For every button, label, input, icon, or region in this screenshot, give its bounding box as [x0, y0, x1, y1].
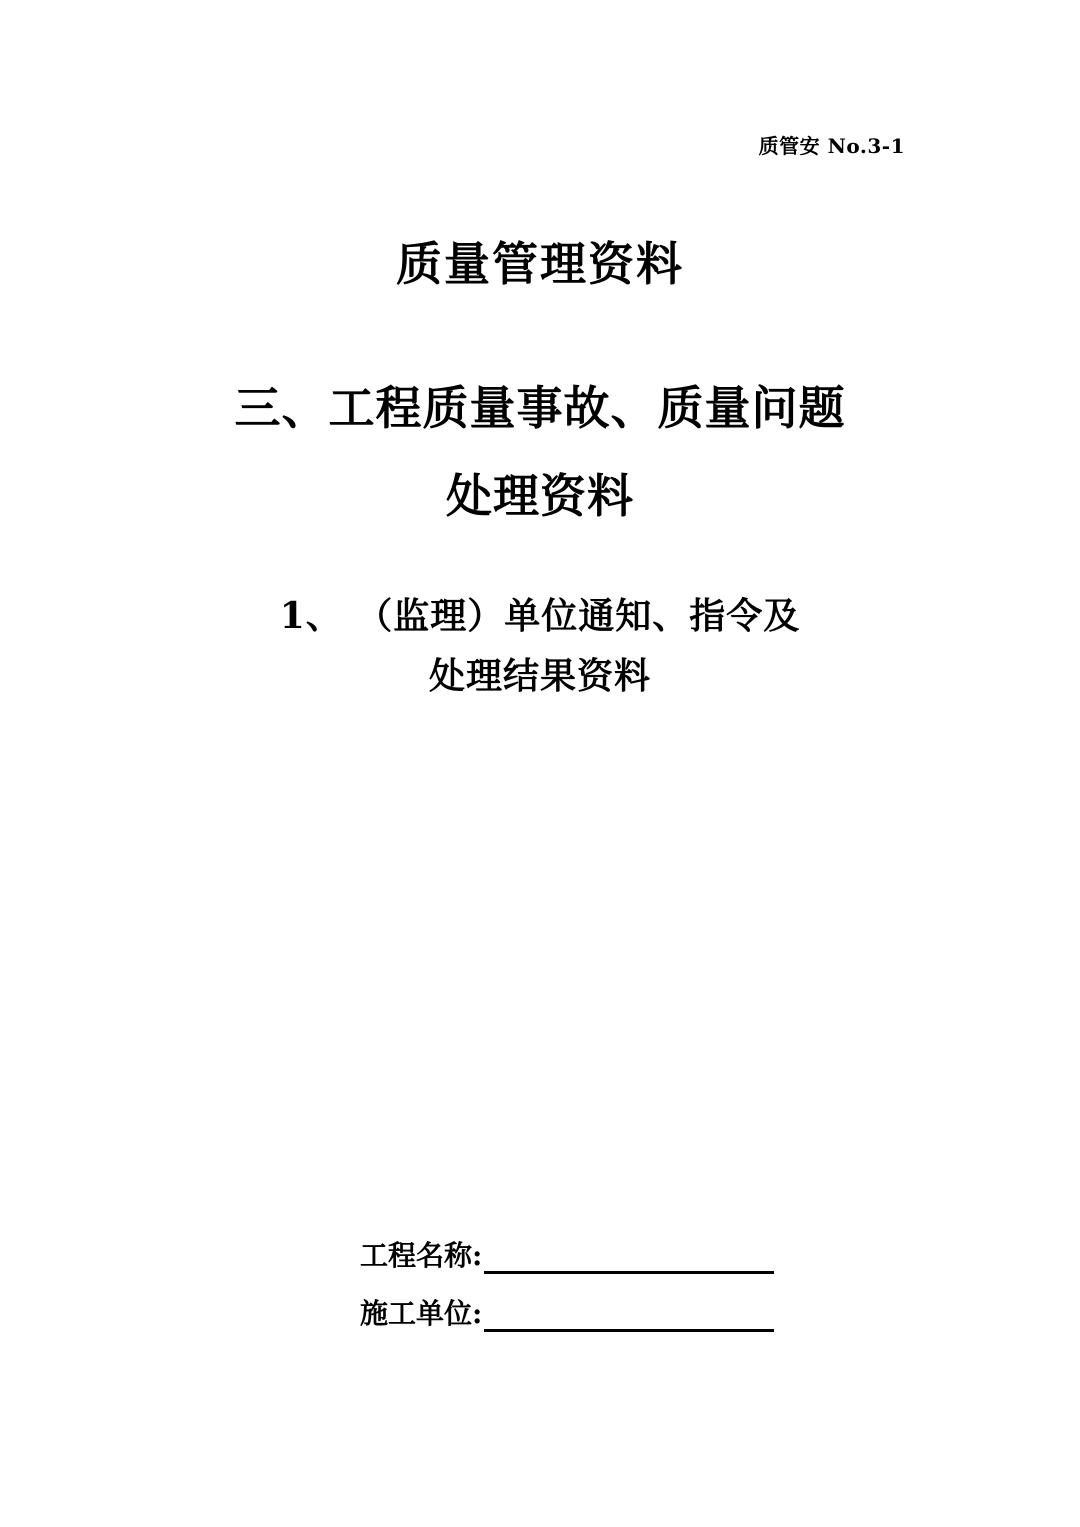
sub-title-line-2: 处理结果资料 [428, 655, 651, 697]
project-name-field [360, 1234, 774, 1274]
project-name-label: 工程名称: [360, 1239, 483, 1272]
main-title: 质量管理资料 [396, 237, 684, 291]
project-name-blank-line[interactable] [484, 1237, 774, 1274]
construction-unit-label: 施工单位: [360, 1297, 483, 1330]
construction-unit-field [360, 1292, 774, 1332]
construction-unit-blank-line[interactable] [484, 1295, 774, 1332]
section-title-line-1: 三、工程质量事故、质量问题 [234, 381, 846, 435]
section-title-line-2: 处理资料 [446, 469, 634, 523]
document-code: 质管安 No.3-1 [758, 134, 905, 158]
sub-title-line-1: 1、 （监理）单位通知、指令及 [279, 595, 801, 637]
